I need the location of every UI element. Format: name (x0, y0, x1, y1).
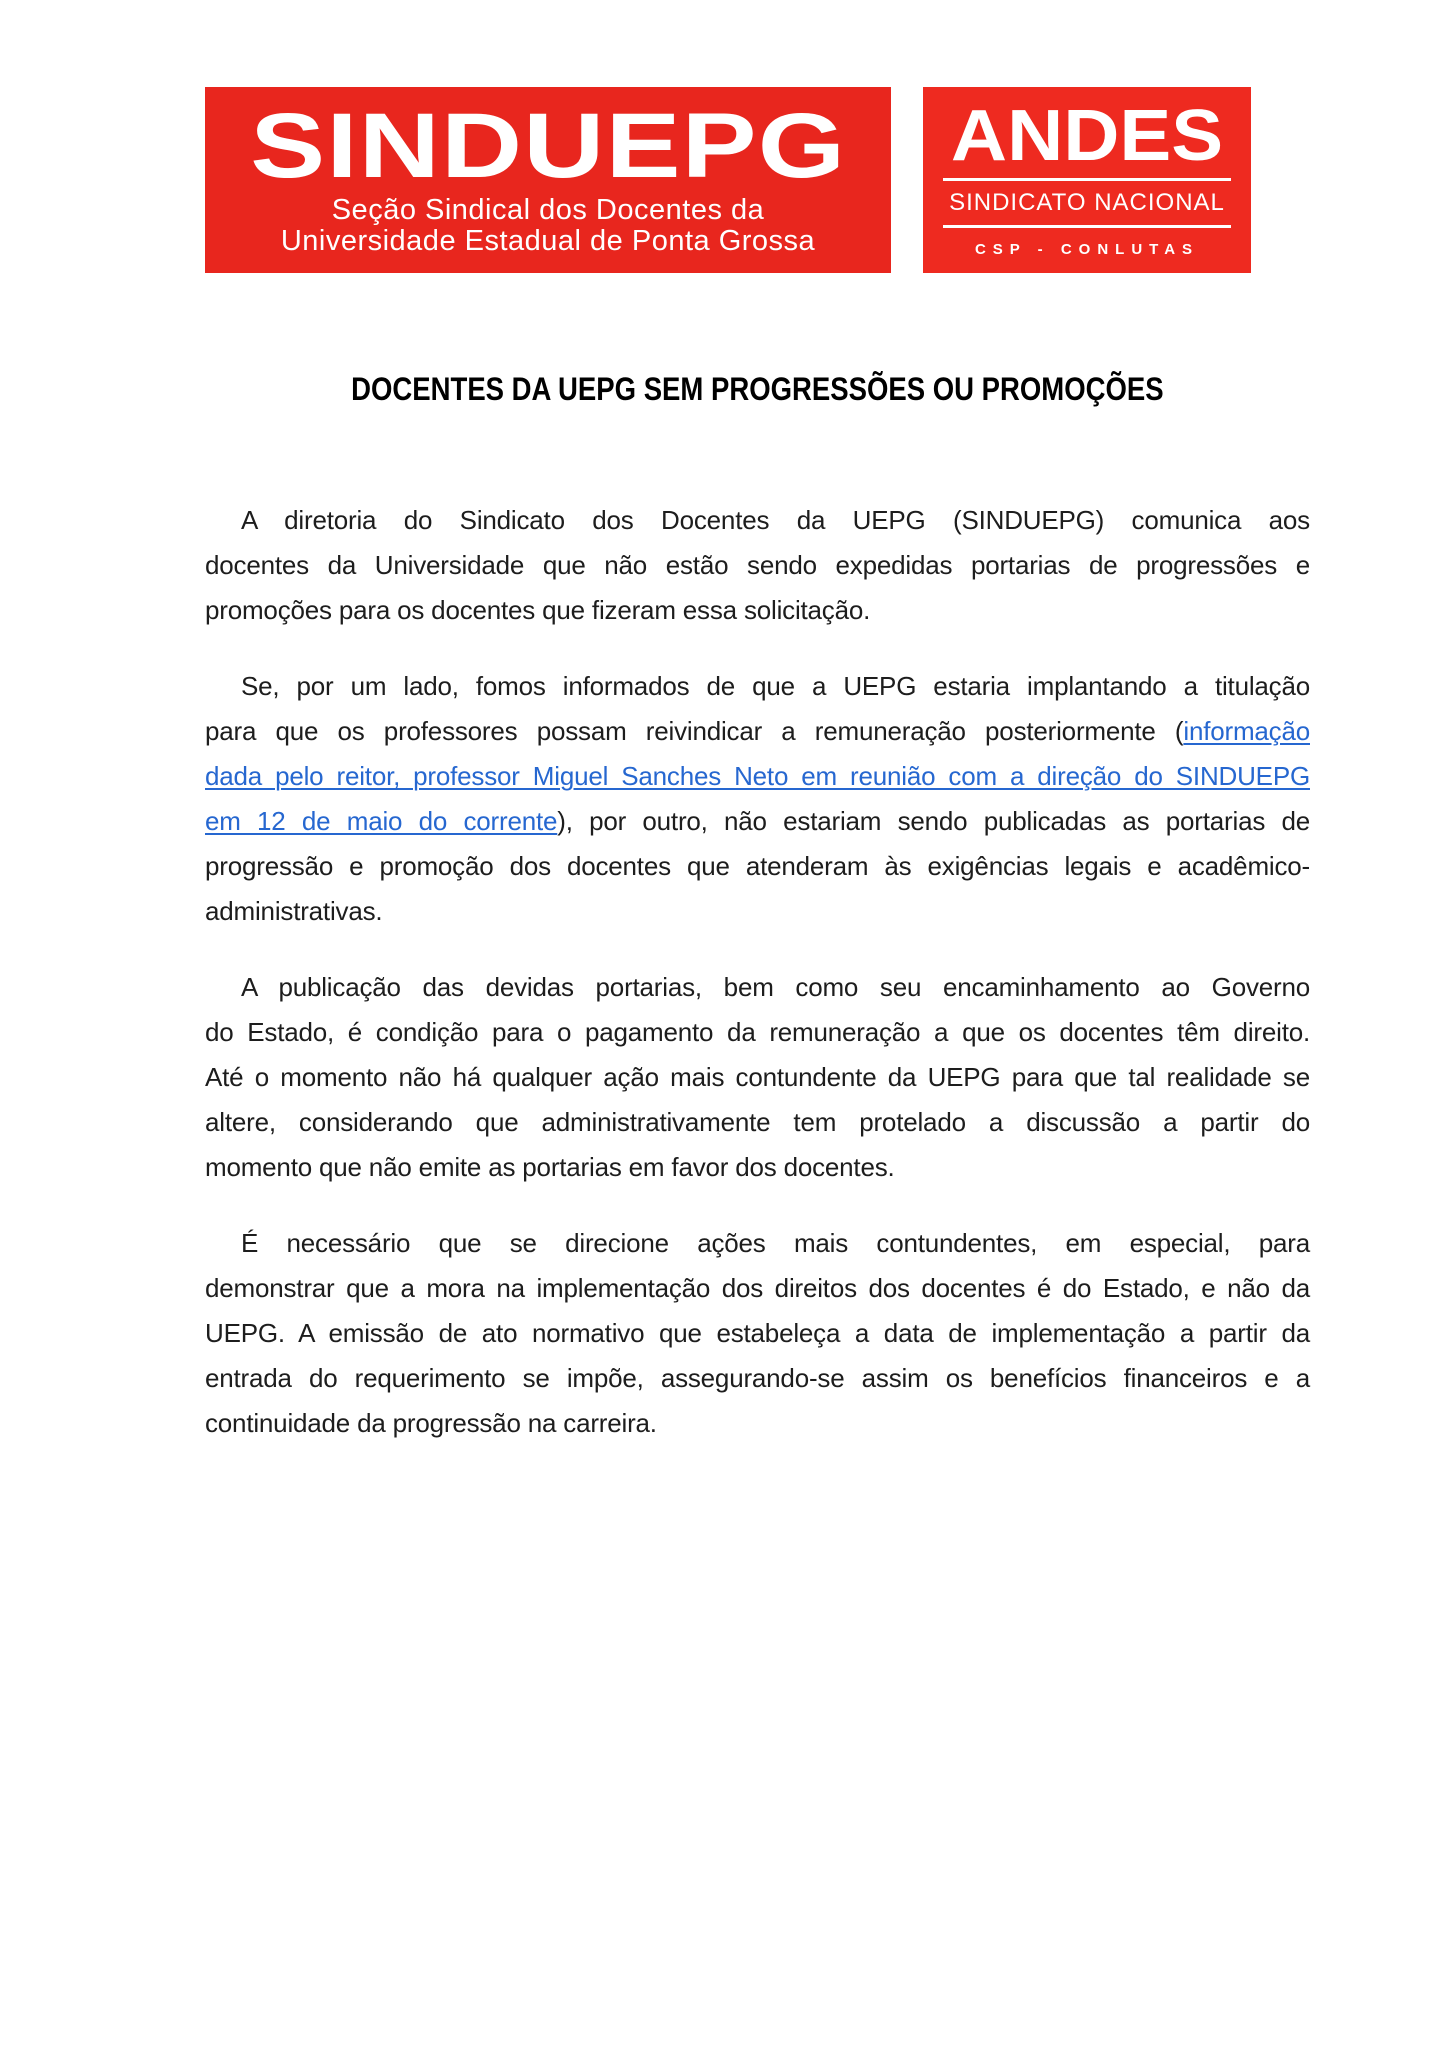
sinduepg-logo-subtitle (281, 195, 815, 257)
paragraph (205, 965, 1310, 1190)
text-segment: Até o momento não há qualquer ação mais contundente da UEPG para que tal realidade se (205, 1062, 1310, 1092)
sinduepg-logo-subtitle-line1: Seção Sindical dos Docentes da (331, 194, 765, 226)
text-line (205, 543, 1310, 588)
text-segment: progressão e promoção dos docentes que atenderam às exigências legais e acadêmico- (205, 851, 1310, 881)
text-line (205, 1401, 1310, 1446)
paragraph (205, 664, 1310, 934)
andes-logo-subtitle: SINDICATO NACIONAL (949, 188, 1225, 216)
text-segment: UEPG. A emissão de ato normativo que estabeleça a data de implementação a partir da (205, 1318, 1310, 1348)
text-segment: A diretoria do Sindicato dos Docentes da UEPG (SINDUEPG) comunica aos (241, 505, 1310, 535)
document-title: DOCENTES DA UEPG SEM PROGRESSÕES OU PROMOÇÕES (351, 371, 1164, 407)
text-line (205, 1145, 1310, 1190)
text-line (205, 709, 1310, 754)
text-line (205, 664, 1310, 709)
text-segment: do Estado, é condição para o pagamento da remuneração a que os docentes têm direito. (205, 1017, 1310, 1047)
text-segment: demonstrar que a mora na implementação dos direitos dos docentes é do Estado, e não da (205, 1273, 1310, 1303)
text-line (205, 588, 1310, 633)
hyperlink[interactable]: em 12 de maio do corrente (205, 806, 558, 836)
text-segment: continuidade da progressão na carreira. (205, 1408, 657, 1438)
text-line (205, 799, 1310, 844)
text-line (205, 1010, 1310, 1055)
text-line (205, 1221, 1310, 1266)
text-line (205, 498, 1310, 543)
text-line (205, 1055, 1310, 1100)
logo-header (205, 0, 1448, 273)
text-segment: Se, por um lado, fomos informados de que a UEPG estaria implantando a titulação (241, 671, 1310, 701)
title-row (205, 370, 1310, 408)
text-line (205, 1100, 1310, 1145)
text-segment: administrativas. (205, 896, 383, 926)
text-segment: A publicação das devidas portarias, bem como seu encaminhamento ao Governo (241, 972, 1310, 1002)
hyperlink[interactable]: informação (1183, 716, 1310, 746)
andes-logo-divider-bottom (943, 225, 1231, 228)
text-segment: ), por outro, não estariam sendo publicadas as portarias de (557, 806, 1310, 836)
text-segment: momento que não emite as portarias em favor dos docentes. (205, 1152, 895, 1182)
text-segment: É necessário que se direcione ações mais contundentes, em especial, para (241, 1228, 1310, 1258)
sinduepg-logo-name: SINDUEPG (249, 95, 847, 197)
text-line (205, 754, 1310, 799)
andes-logo-name: ANDES (950, 95, 1224, 176)
text-line (205, 1266, 1310, 1311)
andes-logo-divider-top (943, 178, 1231, 181)
text-segment: para que os professores possam reivindicar a remuneração posteriormente ( (205, 716, 1184, 746)
text-segment: altere, considerando que administrativamente tem protelado a discussão a partir do (205, 1107, 1310, 1137)
text-line (205, 965, 1310, 1010)
text-line (205, 889, 1310, 934)
text-segment: promoções para os docentes que fizeram essa solicitação. (205, 595, 871, 625)
text-segment: entrada do requerimento se impõe, assegurando-se assim os benefícios financeiros e a (205, 1363, 1310, 1393)
sinduepg-logo-subtitle-line2: Universidade Estadual de Ponta Grossa (280, 225, 816, 257)
hyperlink[interactable]: dada pelo reitor, professor Miguel Sanches Neto em reunião com a direção do SINDUEPG (205, 761, 1310, 791)
text-line (205, 1311, 1310, 1356)
text-line (205, 844, 1310, 889)
paragraph (205, 1221, 1310, 1446)
sinduepg-logo (205, 87, 891, 273)
andes-logo (923, 87, 1251, 273)
paragraph (205, 498, 1310, 633)
text-line (205, 1356, 1310, 1401)
text-segment: docentes da Universidade que não estão sendo expedidas portarias de progressões e (205, 550, 1310, 580)
document-body (205, 498, 1310, 1446)
andes-logo-footer: CSP - CONLUTAS (974, 240, 1200, 258)
